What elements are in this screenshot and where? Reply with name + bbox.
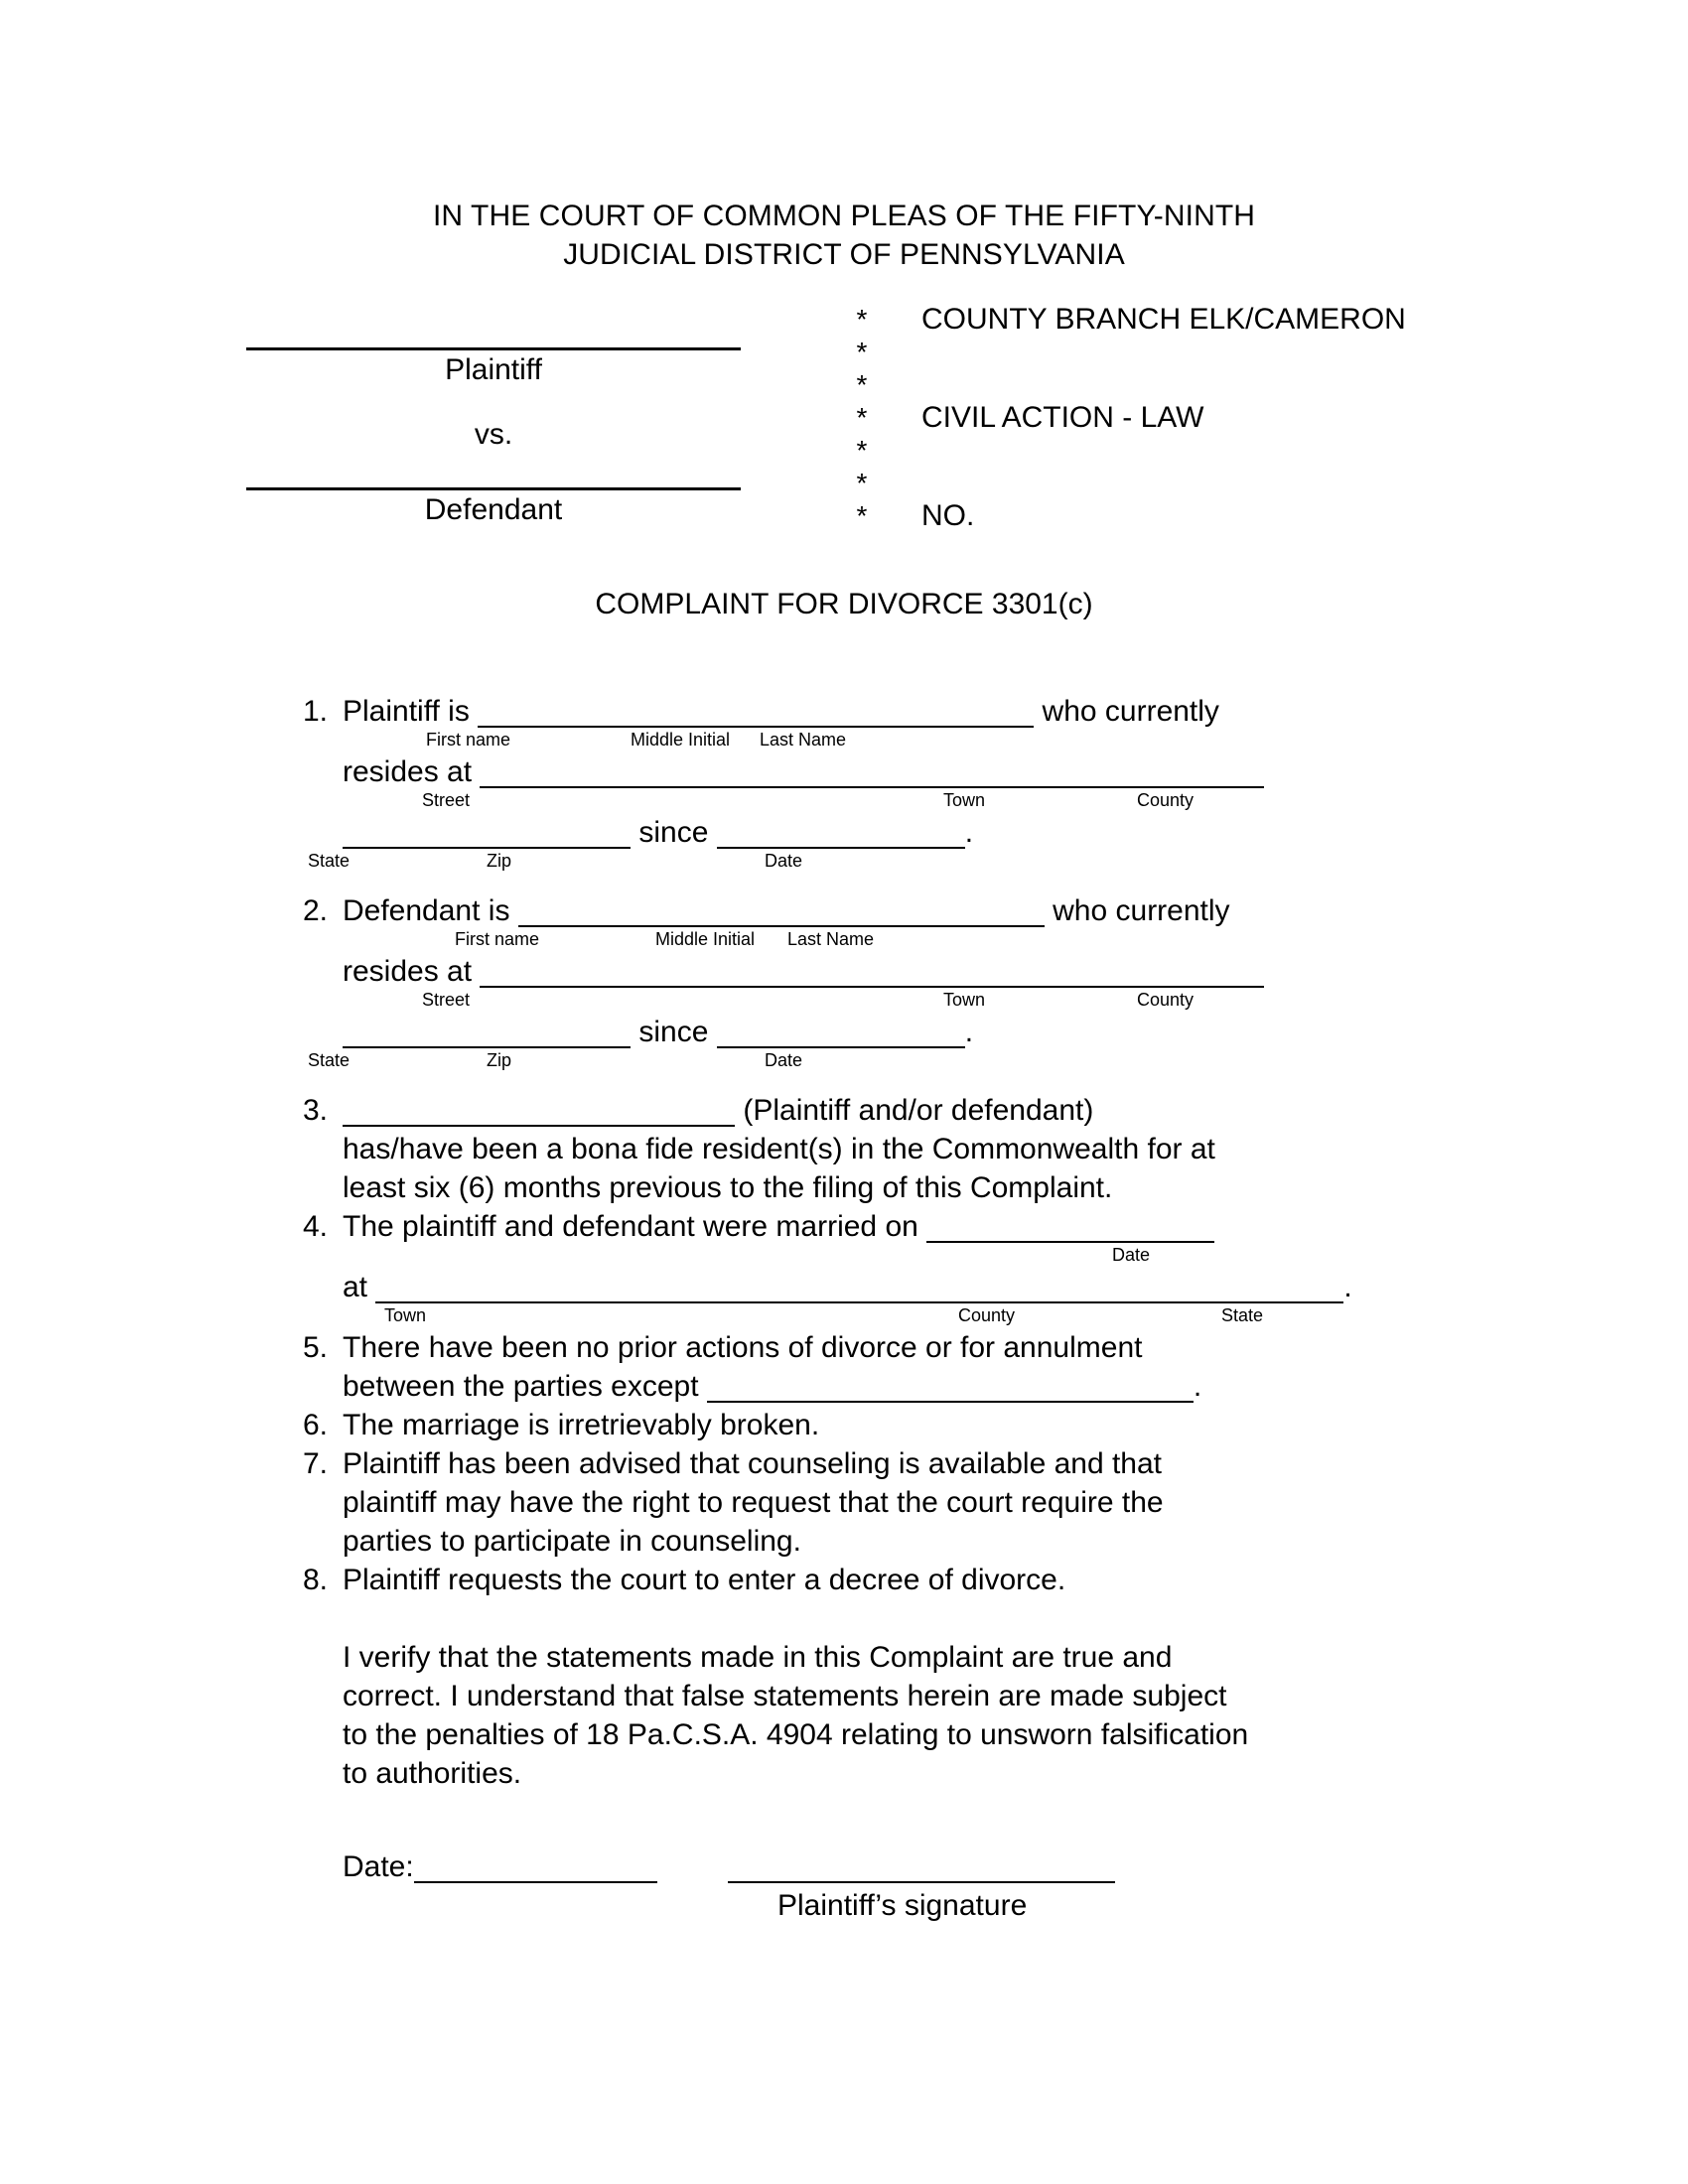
item-4-line-1 — [343, 1207, 1400, 1246]
complaint-body — [288, 692, 1400, 1925]
versus-label: vs. — [474, 418, 513, 451]
item-5-line-2 — [343, 1367, 1400, 1406]
item-1-state-zip-sublabels — [308, 851, 1400, 874]
defendant-residence-date-blank[interactable] — [717, 1018, 965, 1048]
list-item-5 — [288, 1328, 1400, 1406]
sublabel-first-name: First name — [455, 929, 540, 949]
list-item-1 — [288, 692, 1400, 874]
asterisk-icon: * — [856, 369, 868, 400]
item-3-line-1 — [343, 1091, 1400, 1130]
signature-line-row — [343, 1847, 1400, 1886]
residency-party-blank[interactable] — [343, 1096, 735, 1127]
list-item-8 — [288, 1561, 1400, 1599]
item-2-state-zip-sublabels — [308, 1050, 1400, 1073]
county-branch-label: COUNTY BRANCH ELK/CAMERON — [921, 303, 1406, 336]
item-1-line-3 — [343, 813, 1400, 852]
civil-action-label: CIVIL ACTION - LAW — [921, 401, 1204, 434]
item-7-line-1: Plaintiff has been advised that counseling is available and that — [343, 1447, 1163, 1480]
item-2-resides-at-text: resides at — [343, 955, 473, 988]
asterisk-icon: * — [856, 337, 868, 367]
signature-block — [288, 1847, 1400, 1925]
list-item-7 — [288, 1444, 1400, 1561]
item-1-resides-at-text: resides at — [343, 755, 473, 788]
item-4-lead-text: The plaintiff and defendant were married on — [343, 1210, 918, 1243]
court-header-line-2: JUDICIAL DISTRICT OF PENNSYLVANIA — [563, 238, 1125, 271]
sublabel-middle-initial: Middle Initial — [655, 929, 756, 949]
item-7-line-3: parties to participate in counseling. — [343, 1525, 801, 1558]
list-item-6 — [288, 1406, 1400, 1444]
plaintiff-residence-date-blank[interactable] — [717, 818, 965, 849]
item-2-since-text: since — [638, 1016, 709, 1048]
item-3-line-3: least six (6) months previous to the filing of this Complaint. — [343, 1171, 1113, 1204]
defendant-state-zip-blank[interactable] — [343, 1018, 631, 1048]
asterisk-icon: * — [856, 468, 868, 498]
item-2-line-2 — [343, 952, 1400, 991]
item-2-lead-text: Defendant is — [343, 894, 510, 927]
marriage-location-blank[interactable] — [375, 1273, 1343, 1303]
signature-sublabel-row — [343, 1886, 1400, 1925]
sublabel-date: Date — [765, 851, 803, 871]
list-item-4 — [288, 1207, 1400, 1328]
verification-line-2: correct. I understand that false statements herein are made subject — [343, 1680, 1227, 1712]
prior-actions-blank[interactable] — [707, 1372, 1194, 1403]
item-number: 5. — [302, 1331, 328, 1364]
sublabel-state: State — [308, 1050, 351, 1070]
item-number: 7. — [302, 1447, 328, 1480]
court-header — [0, 197, 1688, 274]
item-number: 1. — [302, 695, 328, 728]
item-4-date-sublabel — [343, 1246, 1400, 1268]
item-number: 3. — [302, 1094, 328, 1127]
page-title: COMPLAINT FOR DIVORCE 3301(c) — [595, 588, 1093, 620]
item-1-line-1 — [343, 692, 1400, 731]
item-2-address-sublabels — [343, 991, 1400, 1013]
item-5-lead-text: between the parties except — [343, 1370, 699, 1403]
caption-star-column — [842, 303, 882, 532]
defendant-role-label: Defendant — [424, 493, 563, 526]
item-1-line-2 — [343, 752, 1400, 791]
item-2-line-3 — [343, 1013, 1400, 1051]
item-1-address-sublabels — [343, 791, 1400, 813]
sublabel-town: Town — [384, 1305, 427, 1325]
marriage-date-blank[interactable] — [926, 1212, 1214, 1243]
caption-party-column — [246, 303, 743, 528]
item-5-line-1: There have been no prior actions of divorce or for annulment — [343, 1331, 1143, 1364]
verification-line-3: to the penalties of 18 Pa.C.S.A. 4904 relating to unsworn falsification — [343, 1718, 1249, 1751]
sublabel-town: Town — [943, 790, 986, 810]
item-4-line-2 — [343, 1268, 1400, 1306]
item-2-period: . — [964, 1016, 974, 1048]
sublabel-street: Street — [422, 990, 471, 1010]
item-1-period: . — [964, 816, 974, 849]
asterisk-icon: * — [856, 435, 868, 466]
item-number: 6. — [302, 1409, 328, 1441]
sublabel-zip: Zip — [487, 1050, 512, 1070]
sublabel-street: Street — [422, 790, 471, 810]
item-number: 2. — [302, 894, 328, 927]
sublabel-state: State — [1221, 1305, 1264, 1325]
item-6-text: The marriage is irretrievably broken. — [343, 1409, 820, 1441]
court-header-line-1: IN THE COURT OF COMMON PLEAS OF THE FIFTY-NINTH — [432, 200, 1256, 232]
sublabel-middle-initial: Middle Initial — [631, 730, 731, 750]
item-2-tail-text: who currently — [1053, 894, 1230, 927]
asterisk-icon: * — [856, 402, 868, 433]
item-8-text: Plaintiff requests the court to enter a decree of divorce. — [343, 1564, 1066, 1596]
sublabel-date: Date — [1112, 1245, 1151, 1265]
date-label: Date: — [343, 1850, 414, 1883]
verification-line-1: I verify that the statements made in this Complaint are true and — [343, 1641, 1173, 1674]
caption-court-info-column — [921, 303, 1448, 532]
list-item-3 — [288, 1091, 1400, 1207]
asterisk-icon: * — [856, 304, 868, 335]
defendant-address-blank[interactable] — [480, 957, 1264, 988]
item-3-tail-text: (Plaintiff and/or defendant) — [743, 1094, 1094, 1127]
sublabel-zip: Zip — [487, 851, 512, 871]
plaintiff-signature-label: Plaintiff’s signature — [777, 1889, 1028, 1922]
sublabel-county: County — [1137, 790, 1195, 810]
verification-line-4: to authorities. — [343, 1757, 522, 1790]
sublabel-last-name: Last Name — [787, 929, 875, 949]
item-number: 4. — [302, 1210, 328, 1243]
plaintiff-state-zip-blank[interactable] — [343, 818, 631, 849]
item-2-line-1 — [343, 891, 1400, 930]
item-4-period: . — [1343, 1271, 1352, 1303]
sublabel-first-name: First name — [426, 730, 511, 750]
verification-statement — [288, 1638, 1400, 1793]
item-2-name-sublabels — [343, 930, 1400, 952]
item-7-line-2: plaintiff may have the right to request that the court require the — [343, 1486, 1164, 1519]
plaintiff-signature-blank[interactable] — [728, 1852, 1115, 1883]
docket-number-label: NO. — [921, 499, 975, 532]
sublabel-last-name: Last Name — [760, 730, 847, 750]
asterisk-icon: * — [856, 500, 868, 531]
sublabel-county: County — [1137, 990, 1195, 1010]
list-item-2 — [288, 891, 1400, 1073]
item-1-name-sublabels — [343, 731, 1400, 752]
item-1-lead-text: Plaintiff is — [343, 695, 470, 728]
plaintiff-full-name-blank[interactable] — [478, 697, 1034, 728]
sublabel-state: State — [308, 851, 351, 871]
item-4-location-sublabels — [343, 1306, 1400, 1328]
item-number: 8. — [302, 1564, 328, 1596]
item-3-line-2: has/have been a bona fide resident(s) in the Commonwealth for at — [343, 1133, 1215, 1165]
item-1-tail-text: who currently — [1042, 695, 1219, 728]
item-4-at-text: at — [343, 1271, 368, 1303]
signature-date-blank[interactable] — [414, 1852, 657, 1883]
item-5-period: . — [1193, 1370, 1202, 1403]
plaintiff-address-blank[interactable] — [480, 757, 1264, 788]
plaintiff-role-label: Plaintiff — [445, 353, 542, 386]
sublabel-date: Date — [765, 1050, 803, 1070]
defendant-full-name-blank[interactable] — [518, 896, 1045, 927]
sublabel-town: Town — [943, 990, 986, 1010]
item-1-since-text: since — [638, 816, 709, 849]
sublabel-county: County — [958, 1305, 1016, 1325]
